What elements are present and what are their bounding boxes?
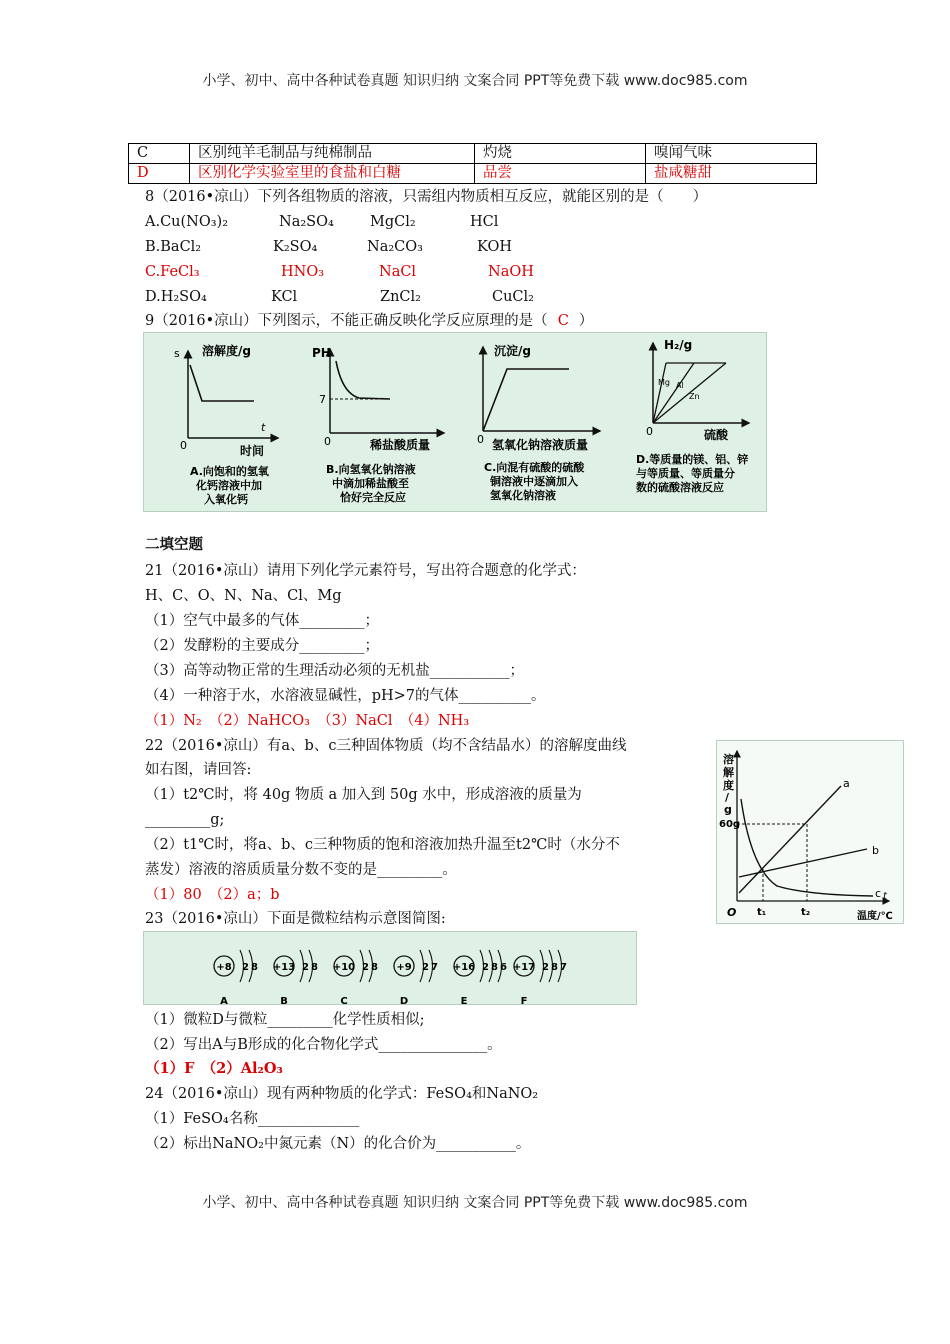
graph-a-x-letter: t: [261, 421, 266, 434]
graph-a-origin: 0: [180, 439, 187, 452]
nucleus-charge: +13: [272, 962, 296, 973]
chart-ylabel: g: [724, 803, 732, 816]
electron-count: 8: [491, 962, 498, 973]
graph-c-caption: 铜溶液中逐滴加入: [490, 475, 578, 488]
chart-ylabel: /: [725, 791, 730, 804]
curve-a-label: a: [843, 777, 850, 790]
chart-ylabel: 度: [723, 779, 734, 792]
chart-ylabel: 溶: [723, 753, 734, 766]
electron-count: 2: [302, 962, 309, 973]
table-cell: 嗅闻气味: [646, 144, 817, 164]
electron-count: 8: [251, 962, 258, 973]
q24-part-1: （1）FeSO₄名称______________: [145, 1111, 360, 1127]
particle-label: C: [340, 996, 348, 1004]
graph-c-xlabel: 氢氧化钠溶液质量: [492, 438, 589, 452]
chart-t2: t₂: [801, 907, 811, 918]
curve-b-label: b: [872, 844, 879, 857]
table-cell: 盐咸糖甜: [646, 164, 817, 184]
graph-a-y-letter: s: [174, 347, 180, 360]
particle-label: B: [280, 996, 288, 1004]
q9-stem: 9（2016•凉山）下列图示，不能正确反映化学反应原理的是（ C ）: [145, 313, 594, 329]
graph-c-ylabel: 沉淀/g: [494, 344, 531, 358]
q23-particles-svg: [144, 932, 636, 1004]
chart-origin: O: [727, 906, 737, 919]
electron-count: 7: [431, 962, 438, 973]
graph-a-ylabel: 溶解度/g: [202, 344, 251, 358]
graph-d-series-label: Al: [676, 381, 684, 390]
electron-count: 7: [560, 962, 567, 973]
q21-part-4: （4）一种溶于水，水溶液显碱性，pH>7的气体__________。: [145, 688, 546, 704]
q22-part-1-blank: _________g;: [145, 812, 225, 828]
graph-b-tick: 7: [319, 393, 326, 406]
particle-label: E: [460, 996, 468, 1004]
graph-c-origin: 0: [477, 433, 484, 446]
graph-a-caption: 化钙溶液中加: [196, 479, 262, 492]
q21-answer: （1）N₂ （2）NaHCO₃ （3）NaCl （4）NH₃: [145, 713, 470, 729]
particle-a: [214, 950, 258, 1004]
graph-b: [312, 346, 444, 504]
graph-d-ylabel: H₂/g: [664, 338, 693, 352]
graph-c-curve: [483, 369, 569, 431]
electron-count: 2: [422, 962, 429, 973]
particle-b: [273, 950, 318, 1004]
graph-d-xlabel: 硫酸: [704, 428, 729, 442]
table-row: [129, 164, 817, 184]
section-title: 二填空题: [145, 536, 203, 553]
graph-a-xlabel: 时间: [240, 444, 265, 458]
chart-tick-y: 60g: [719, 819, 741, 830]
graph-d: [636, 338, 749, 494]
table-cell: 品尝: [475, 164, 646, 184]
page-header: 小学、初中、高中各种试卷真题 知识归纳 文案合同 PPT等免费下载 www.doc985.com: [202, 73, 748, 89]
particle-label: A: [220, 996, 228, 1004]
page-footer: 小学、初中、高中各种试卷真题 知识归纳 文案合同 PPT等免费下载 www.doc985.com: [202, 1195, 748, 1211]
graph-b-xlabel: 稀盐酸质量: [370, 438, 431, 452]
table-cell: 区别纯羊毛制品与纯棉制品: [190, 144, 475, 164]
q22-stem: 22（2016•凉山）有a、b、c三种固体物质（均不含结晶水）的溶解度曲线: [145, 738, 627, 754]
particle-label: D: [399, 996, 409, 1004]
electron-count: 2: [482, 962, 489, 973]
graph-d-series-label: Zn: [689, 392, 700, 401]
electron-count: 2: [242, 962, 249, 973]
particle-f: [513, 950, 567, 1004]
nucleus-charge: +8: [216, 962, 232, 973]
q8-stem: 8（2016•凉山）下列各组物质的溶液，只需组内物质相互反应，就能区别的是（ ）: [145, 189, 708, 205]
table-cell: 区别化学实验室里的食盐和白糖: [190, 164, 475, 184]
q21-part-3: （3）高等动物正常的生理活动必须的无机盐___________；: [145, 663, 524, 679]
particle-d: [394, 950, 438, 1004]
graph-b-origin: 0: [324, 435, 331, 448]
graph-d-caption: 数的硫酸溶液反应: [636, 481, 724, 494]
particle-c: [333, 950, 378, 1004]
q9-graphs-image: [143, 332, 767, 512]
chart-t1: t₁: [757, 907, 767, 918]
q24-stem: 24（2016•凉山）现有两种物质的化学式：FeSO₄和NaNO₂: [145, 1086, 539, 1102]
chart-xlabel: 温度/℃: [857, 911, 893, 922]
q22-part-2b: 蒸发）溶液的溶质质量分数不变的是_________。: [145, 862, 457, 878]
graph-b-caption: B.向氢氧化钠溶液: [326, 463, 416, 476]
electron-count: 8: [371, 962, 378, 973]
q22-part-2: （2）t1℃时，将a、b、c三种物质的饱和溶液加热升温至t2℃时（水分不: [145, 837, 620, 853]
q9-answer: C: [557, 313, 569, 329]
electron-count: 2: [542, 962, 549, 973]
table-row: [129, 144, 817, 164]
nucleus-charge: +10: [332, 962, 356, 973]
graph-c: [477, 343, 600, 502]
graph-a: [174, 343, 278, 506]
q23-part-2: （2）写出A与B形成的化合物化学式_______________。: [145, 1037, 502, 1053]
graph-b-curve: [336, 361, 390, 399]
electron-count: 8: [311, 962, 318, 973]
graph-b-caption: 中滴加稀盐酸至: [332, 477, 409, 490]
electron-count: 6: [500, 962, 507, 973]
curve-c-label: c: [875, 887, 882, 900]
q23-stem: 23（2016•凉山）下面是微粒结构示意图简图:: [145, 911, 446, 927]
graph-b-ylabel: PH: [312, 346, 331, 360]
q21-part-1: （1）空气中最多的气体_________；: [145, 613, 379, 629]
q24-part-2: （2）标出NaNO₂中氮元素（N）的化合价为___________。: [145, 1136, 531, 1152]
graph-c-caption: C.向混有硫酸的硫酸: [484, 461, 585, 474]
chart-ylabel: 解: [723, 766, 734, 779]
graph-a-curve: [190, 365, 254, 401]
nucleus-charge: +16: [452, 962, 476, 973]
table-cell: 灼烧: [475, 144, 646, 164]
graph-a-caption: 入氧化钙: [204, 493, 248, 506]
graph-a-caption: A.向饱和的氢氧: [190, 465, 269, 478]
q21-stem: 21（2016•凉山）请用下列化学元素符号，写出符合题意的化学式：: [145, 563, 586, 579]
table-cell: D: [129, 164, 190, 184]
q9-graphs-svg: [144, 333, 766, 511]
particle-e: [453, 950, 507, 1004]
options-table: [128, 143, 817, 184]
q23-part-1: （1）微粒D与微粒_________化学性质相似;: [145, 1012, 425, 1028]
q22-stem-2: 如右图，请回答:: [145, 762, 252, 778]
nucleus-charge: +9: [396, 962, 412, 973]
electron-count: 2: [362, 962, 369, 973]
q22-answer: （1）80 （2）a；b: [145, 887, 280, 903]
table-cell: C: [129, 144, 190, 164]
graph-d-origin: 0: [646, 425, 653, 438]
q23-particles-image: [143, 931, 637, 1005]
q23-answer: （1）F （2）Al₂O₃: [145, 1060, 283, 1077]
graph-d-caption: 与等质量、等质量分: [636, 467, 735, 480]
electron-count: 8: [551, 962, 558, 973]
graph-b-caption: 恰好完全反应: [340, 491, 406, 504]
q22-chart-svg: [717, 741, 903, 923]
particle-label: F: [520, 996, 528, 1004]
q22-part-1: （1）t2℃时，将 40g 物质 a 加入到 50g 水中，形成溶液的质量为: [145, 787, 582, 803]
graph-d-caption: D.等质量的镁、铝、锌: [636, 453, 749, 466]
graph-d-series-label: Mg: [658, 378, 670, 387]
q21-part-2: （2）发酵粉的主要成分_________；: [145, 638, 379, 654]
curve-a: [739, 786, 841, 893]
nucleus-charge: +17: [512, 962, 536, 973]
graph-c-caption: 氢氧化钠溶液: [490, 489, 556, 502]
chart-x-letter: t: [883, 891, 887, 902]
q21-elements: H、C、O、N、Na、Cl、Mg: [145, 588, 342, 604]
q22-solubility-chart: [716, 740, 904, 924]
